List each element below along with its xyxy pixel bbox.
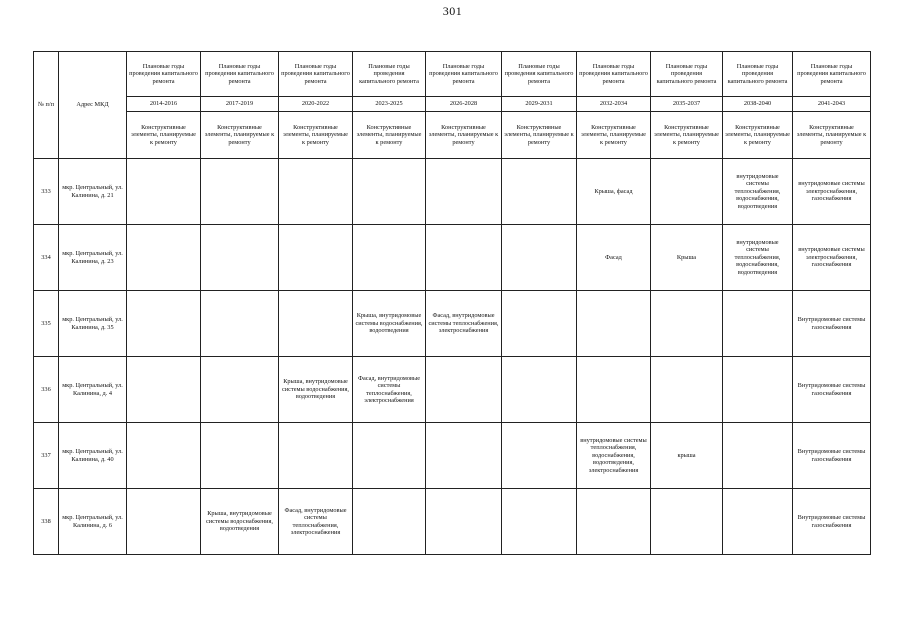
row-number: 335 — [34, 291, 59, 357]
year-range: 2017-2019 — [201, 97, 279, 112]
table-cell: Внутридомовые системы газоснабжения — [793, 291, 871, 357]
period-title: Плановые годы проведения капитального ремонта — [279, 52, 353, 97]
table-cell — [127, 489, 201, 555]
table-cell — [502, 159, 577, 225]
table-cell: Внутридомовые системы газоснабжения — [793, 423, 871, 489]
year-range: 2038-2040 — [723, 97, 793, 112]
table-row — [34, 357, 871, 423]
table-cell — [651, 159, 723, 225]
table-row — [34, 489, 871, 555]
table-cell — [201, 159, 279, 225]
year-range: 2032-2034 — [577, 97, 651, 112]
table-cell — [353, 423, 426, 489]
table-cell — [502, 357, 577, 423]
table-header — [34, 52, 871, 159]
table-row — [34, 159, 871, 225]
table-cell: Фасад, внутридомовые системы теплоснабжения, электроснабжения — [279, 489, 353, 555]
elements-subheader: Конструктивные элементы, планируемые к ремонту — [353, 112, 426, 159]
table-cell: внутридомовые системы электроснабжения, газоснабжения — [793, 225, 871, 291]
table-cell — [426, 489, 502, 555]
table-cell — [353, 489, 426, 555]
table-cell: Внутридомовые системы газоснабжения — [793, 357, 871, 423]
row-address: мкр. Центральный, ул. Калинина, д. 21 — [59, 159, 127, 225]
table-cell — [426, 159, 502, 225]
table-cell — [502, 225, 577, 291]
row-number: 337 — [34, 423, 59, 489]
table-cell — [723, 357, 793, 423]
year-range: 2020-2022 — [279, 97, 353, 112]
table-cell: Крыша, внутридомовые системы водоснабжения, водоотведения — [201, 489, 279, 555]
period-title: Плановые годы проведения капитального ремонта — [201, 52, 279, 97]
row-number: 333 — [34, 159, 59, 225]
elements-subheader: Конструктивные элементы, планируемые к ремонту — [651, 112, 723, 159]
table-cell — [426, 225, 502, 291]
table-cell: Крыша, внутридомовые системы водоснабжения, водоотведения — [353, 291, 426, 357]
table-cell — [127, 357, 201, 423]
table-cell — [426, 357, 502, 423]
year-range: 2023-2025 — [353, 97, 426, 112]
year-range: 2014-2016 — [127, 97, 201, 112]
table-cell: Фасад — [577, 225, 651, 291]
period-title: Плановые годы проведения капитального ремонта — [793, 52, 871, 97]
table-cell — [127, 159, 201, 225]
elements-subheader: Конструктивные элементы, планируемые к ремонту — [793, 112, 871, 159]
row-number: 336 — [34, 357, 59, 423]
elements-subheader: Конструктивные элементы, планируемые к ремонту — [577, 112, 651, 159]
period-title: Плановые годы проведения капитального ремонта — [502, 52, 577, 97]
period-title: Плановые годы проведения капитального ремонта — [127, 52, 201, 97]
table-cell — [502, 489, 577, 555]
row-address: мкр. Центральный, ул. Калинина, д. 40 — [59, 423, 127, 489]
period-title: Плановые годы проведения капитального ремонта — [651, 52, 723, 97]
column-header-number: № п/п — [34, 52, 59, 159]
table-cell — [426, 423, 502, 489]
table-cell: внутридомовые системы теплоснабжения, водоснабжения, водоотведения, электроснабжения — [577, 423, 651, 489]
table-cell — [723, 291, 793, 357]
table-cell — [651, 489, 723, 555]
elements-subheader: Конструктивные элементы, планируемые к ремонту — [723, 112, 793, 159]
table-row — [34, 291, 871, 357]
table-row — [34, 423, 871, 489]
row-address: мкр. Центральный, ул. Калинина, д. 6 — [59, 489, 127, 555]
elements-subheader: Конструктивные элементы, планируемые к ремонту — [426, 112, 502, 159]
table-cell — [201, 225, 279, 291]
table-row — [34, 225, 871, 291]
page-number: 301 — [442, 4, 463, 18]
table-cell: Фасад, внутридомовые системы теплоснабжения, электроснабжения — [353, 357, 426, 423]
period-title: Плановые годы проведения капитального ремонта — [723, 52, 793, 97]
table-cell: крыша — [651, 423, 723, 489]
table-cell — [279, 423, 353, 489]
table-cell — [127, 225, 201, 291]
table-cell — [577, 357, 651, 423]
year-range: 2026-2028 — [426, 97, 502, 112]
period-title: Плановые годы проведения капитального ремонта — [426, 52, 502, 97]
table-cell: Крыша — [651, 225, 723, 291]
table-cell — [651, 291, 723, 357]
table-cell: Внутридомовые системы газоснабжения — [793, 489, 871, 555]
row-address: мкр. Центральный, ул. Калинина, д. 23 — [59, 225, 127, 291]
row-address: мкр. Центральный, ул. Калинина, д. 4 — [59, 357, 127, 423]
table-cell — [201, 291, 279, 357]
table-cell — [353, 159, 426, 225]
table-cell: внутридомовые системы электроснабжения, газоснабжения — [793, 159, 871, 225]
row-address: мкр. Центральный, ул. Калинина, д. 35 — [59, 291, 127, 357]
year-range: 2029-2031 — [502, 97, 577, 112]
table-cell — [502, 291, 577, 357]
table-cell — [577, 291, 651, 357]
period-title: Плановые годы проведения капитального ремонта — [577, 52, 651, 97]
table-cell — [502, 423, 577, 489]
table-cell — [577, 489, 651, 555]
table-cell: Крыша, фасад — [577, 159, 651, 225]
elements-subheader: Конструктивные элементы, планируемые к ремонту — [279, 112, 353, 159]
elements-subheader: Конструктивные элементы, планируемые к ремонту — [201, 112, 279, 159]
table-cell: Крыша, внутридомовые системы водоснабжения, водоотведения — [279, 357, 353, 423]
table-cell — [201, 357, 279, 423]
table-cell — [201, 423, 279, 489]
table-cell — [279, 291, 353, 357]
table-cell — [723, 489, 793, 555]
table-cell: внутридомовые системы теплоснабжения, водоснабжения, водоотведения — [723, 225, 793, 291]
elements-subheader: Конструктивные элементы, планируемые к ремонту — [502, 112, 577, 159]
table-cell — [651, 357, 723, 423]
table-cell: внутридомовые системы теплоснабжения, водоснабжения, водоотведения — [723, 159, 793, 225]
row-number: 334 — [34, 225, 59, 291]
table-cell — [353, 225, 426, 291]
year-range: 2041-2043 — [793, 97, 871, 112]
column-header-address: Адрес МКД — [59, 52, 127, 159]
table-cell — [127, 291, 201, 357]
elements-subheader: Конструктивные элементы, планируемые к ремонту — [127, 112, 201, 159]
table-cell — [279, 159, 353, 225]
table-cell: Фасад, внутридомовые системы теплоснабжения, электроснабжения — [426, 291, 502, 357]
period-title: Плановые годы проведения капитального ремонта — [353, 52, 426, 97]
year-range: 2035-2037 — [651, 97, 723, 112]
table-cell — [127, 423, 201, 489]
table-body — [34, 159, 871, 555]
table-cell — [279, 225, 353, 291]
row-number: 338 — [34, 489, 59, 555]
capital-repair-schedule-table — [33, 51, 871, 555]
table-cell — [723, 423, 793, 489]
